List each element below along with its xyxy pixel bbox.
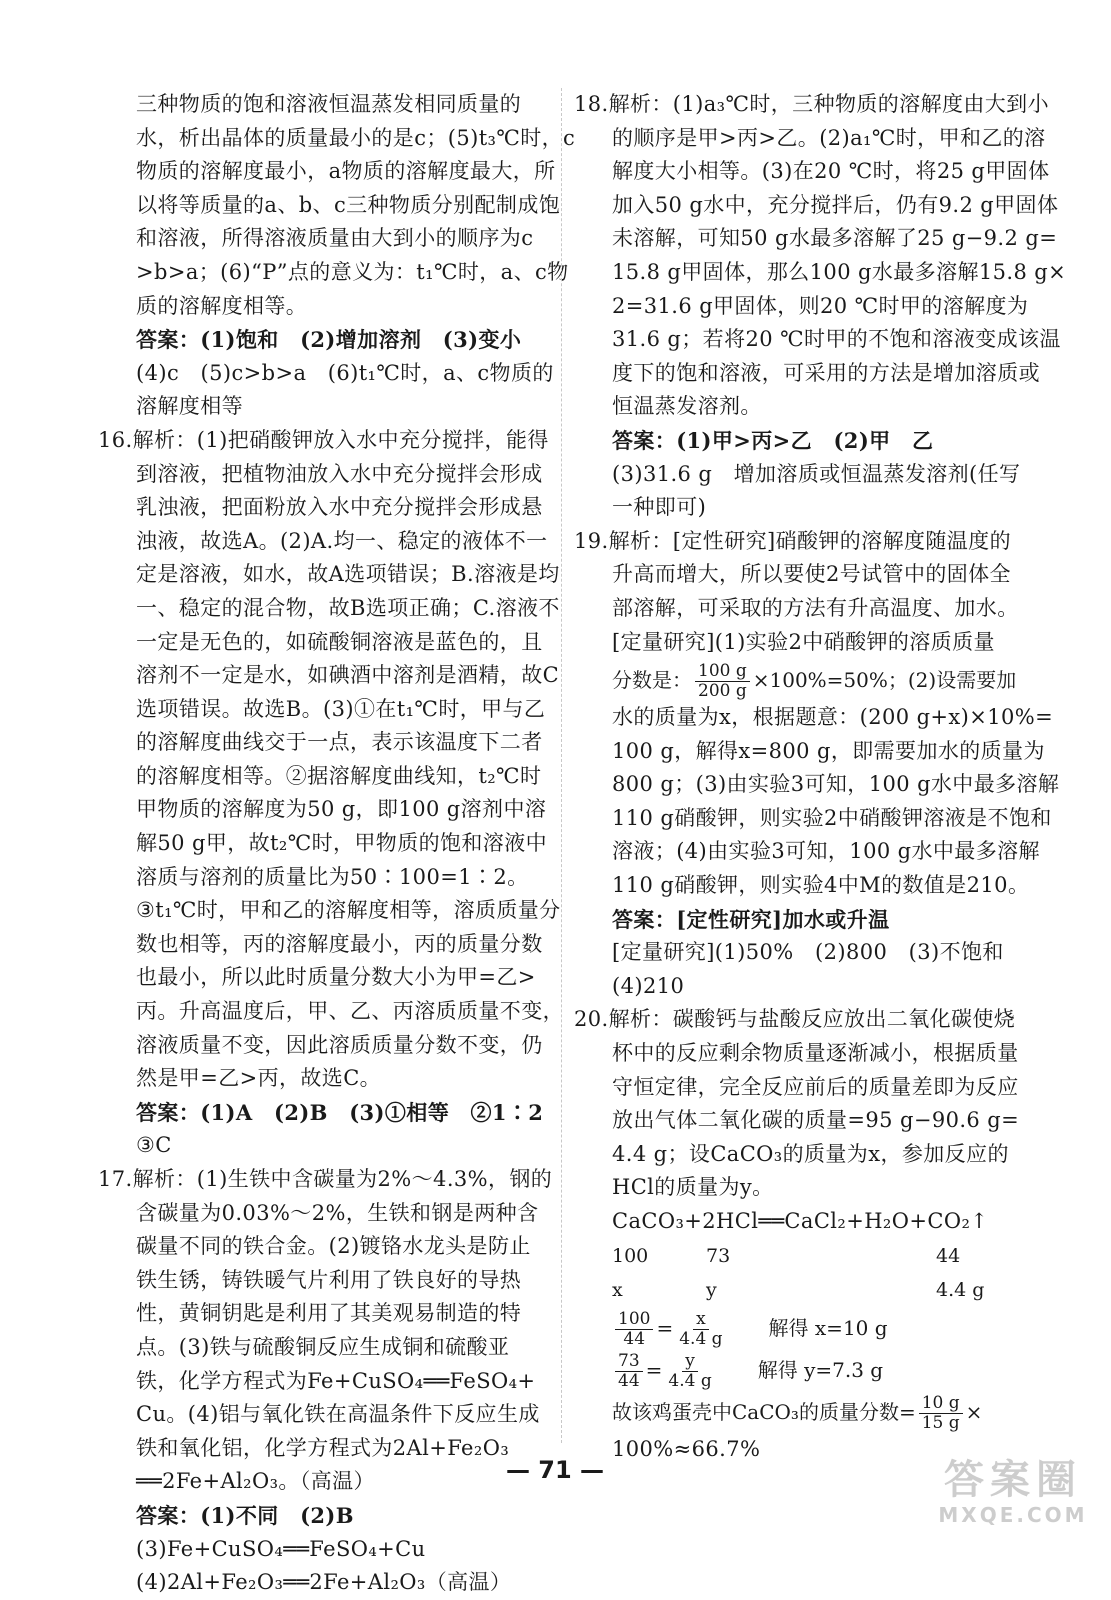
q19-text-line: 升高而增大，所以要使2号试管中的固体全 — [612, 562, 1011, 587]
right-column — [574, 88, 1067, 1466]
fraction-suffix: ×100%=50%；(2)设需要加 — [752, 668, 1017, 693]
q16-text-line: 也最小，所以此时质量分数大小为甲=乙> — [136, 965, 536, 990]
q19-text-line: 100 g，解得x=800 g，即需要加水的质量为 — [612, 738, 1045, 763]
q16-text-line: 溶剂不一定是水，如碘酒中溶剂是酒精，故C — [136, 663, 560, 688]
q15-answer-line: 答案：(1)饱和 (2)增加溶剂 (3)变小 — [136, 327, 522, 353]
q16-text-line: 乳浊液，把面粉放入水中充分搅拌会形成悬 — [136, 495, 543, 520]
numerator: x — [693, 1310, 709, 1330]
q18-text-line: 加入50 g水中，充分搅拌后，仍有9.2 g甲固体 — [612, 192, 1059, 217]
fraction — [676, 1310, 725, 1349]
q16-text-line: 的溶解度相等。②据溶解度曲线知，t₂℃时 — [136, 763, 542, 788]
q17-text-line: Cu。(4)铝与氧化铁在高温条件下反应生成 — [136, 1402, 540, 1427]
q20-solve-row — [574, 1349, 1019, 1391]
q16-text-line: 解50 g甲，故t₂℃时，甲物质的饱和溶液中 — [136, 831, 547, 856]
q16-answer-line: 答案：(1)A (2)B (3)①相等 ②1∶2 — [136, 1099, 544, 1125]
fraction-prefix: 故该鸡蛋壳中CaCO₃的质量分数= — [612, 1399, 916, 1424]
q16-text-line: 16.解析：(1)把硝酸钾放入水中充分搅拌，能得 — [98, 427, 549, 452]
fraction-prefix: 分数是： — [612, 668, 692, 693]
q16-text-line: 选项错误。故选B。(3)①在t₁℃时，甲与乙 — [136, 696, 546, 721]
denominator: 15 g — [921, 1412, 960, 1433]
q15-text-line: 和溶液，所得溶液质量由大到小的顺序为c — [136, 226, 534, 251]
page-number: — 71 — — [505, 1456, 605, 1484]
solve-result: 解得 x=10 g — [768, 1315, 888, 1340]
fraction — [919, 1394, 963, 1433]
q18-text-line: 度下的饱和溶液，可采用的方法是增加溶质或 — [612, 360, 1040, 385]
q19-text-line: 部溶解，可采取的方法有升高温度、加水。 — [612, 595, 1019, 620]
q17-text-line: 铁和氧化铝，化学方程式为2Al+Fe₂O₃ — [136, 1435, 510, 1460]
q19-text-line: 110 g硝酸钾，则实验4中M的数值是210。 — [612, 873, 1030, 898]
equals-sign: = — [645, 1357, 663, 1382]
numerator: 10 g — [919, 1394, 963, 1414]
q15-text-line: >b>a；(6)“P”点的意义为：t₁℃时，a、c物 — [136, 259, 569, 284]
q16-text-line: 然是甲=乙>丙，故选C。 — [136, 1066, 382, 1091]
fraction-suffix: × — [965, 1399, 983, 1424]
fraction — [665, 1352, 714, 1391]
ratio-cell: 44 — [936, 1244, 961, 1267]
q15-text-line: 水，析出晶体的质量最小的是c；(5)t₃℃时，c — [136, 125, 576, 150]
denominator: 4.4 g — [668, 1370, 712, 1391]
fraction — [615, 1352, 643, 1391]
q18-text-line: 的顺序是甲>丙>乙。(2)a₁℃时，甲和乙的溶 — [612, 125, 1046, 150]
q20-solve-row — [574, 1307, 1019, 1349]
q16-text-line: ③t₁℃时，甲和乙的溶解度相等，溶质质量分 — [136, 898, 561, 923]
q16-text-line: 甲物质的溶解度为50 g，即100 g溶剂中溶 — [136, 797, 547, 822]
q20-text-line: 20.解析：碳酸钙与盐酸反应放出二氧化碳使烧 — [574, 1007, 1016, 1032]
q15-text-line: 以将等质量的a、b、c三种物质分别配制成饱 — [136, 192, 561, 217]
q17-answer-line: (3)Fe+CuSO₄══FeSO₄+Cu — [136, 1536, 426, 1561]
q17-text-line: 点。(3)铁与硫酸铜反应生成铜和硫酸亚 — [136, 1334, 510, 1359]
q15-text-line: 物质的溶解度最小，a物质的溶解度最大，所 — [136, 159, 556, 184]
fraction — [695, 662, 750, 701]
q18-answer-line: 一种即可) — [612, 495, 707, 520]
q17-answer-line: 答案：(1)不同 (2)B — [136, 1502, 354, 1528]
q17-text-line: 铁，化学方程式为Fe+CuSO₄══FeSO₄+ — [136, 1368, 536, 1393]
equals-sign: = — [656, 1315, 674, 1340]
q17-text-line: 碳量不同的铁合金。(2)镀铬水龙头是防止 — [136, 1234, 531, 1259]
numerator: y — [682, 1352, 698, 1372]
q16-text-line: 浊液，故选A。(2)A.均一、稳定的液体不一 — [136, 528, 548, 553]
q15-text-line: 质的溶解度相等。 — [136, 293, 308, 318]
q20-text-line: 4.4 g；设CaCO₃的质量为x，参加反应的 — [612, 1141, 1009, 1166]
q20-text-line: 守恒定律，完全反应前后的质量差即为反应 — [612, 1074, 1019, 1099]
q18-text-line: 31.6 g；若将20 ℃时甲的不饱和溶液变成该温 — [612, 327, 1061, 352]
ratio-cell: 73 — [706, 1244, 731, 1267]
q18-text-line: 解度大小相等。(3)在20 ℃时，将25 g甲固体 — [612, 159, 1050, 184]
q16-text-line: 到溶液，把植物油放入水中充分搅拌会形成 — [136, 461, 543, 486]
numerator: 100 — [615, 1310, 653, 1330]
fraction-line — [574, 1391, 1019, 1433]
denominator: 4.4 g — [679, 1328, 723, 1349]
q16-answer-line: ③C — [136, 1133, 172, 1158]
q16-text-line: 丙。升高温度后，甲、乙、丙溶质质量不变， — [136, 999, 564, 1024]
q17-text-line: ══2Fe+Al₂O₃。（高温） — [136, 1469, 375, 1494]
ratio-cell: x — [612, 1278, 623, 1301]
q18-text-line: 未溶解，可知50 g水最多溶解了25 g−9.2 g= — [612, 226, 1058, 251]
fraction-line — [574, 659, 1019, 701]
numerator: 100 g — [695, 662, 750, 682]
q17-text-line: 含碳量为0.03%～2%，生铁和钢是两种含 — [136, 1200, 539, 1225]
q15-answer-line: (4)c (5)c>b>a (6)t₁℃时，a、c物质的 — [136, 360, 554, 385]
watermark-logo: 答案圈 MXQE.COM — [938, 1457, 1088, 1527]
ratio-row — [612, 1273, 1019, 1307]
q19-answer-line: 答案：[定性研究]加水或升温 — [612, 906, 890, 932]
q18-text-line: 恒温蒸发溶剂。 — [612, 394, 762, 419]
q18-answer-line: 答案：(1)甲>丙>乙 (2)甲 乙 — [612, 427, 934, 453]
denominator: 200 g — [698, 681, 747, 702]
q16-text-line: 数也相等，丙的溶解度最小，丙的质量分数 — [136, 931, 543, 956]
q18-text-line: 15.8 g甲固体，那么100 g水最多溶解15.8 g× — [612, 259, 1067, 284]
q17-answer-line: (4)2Al+Fe₂O₃══2Fe+Al₂O₃（高温） — [136, 1570, 512, 1595]
numerator: 73 — [615, 1352, 643, 1372]
q17-text-line: 铁生锈，铸铁暖气片利用了铁良好的导热 — [136, 1267, 522, 1292]
denominator: 44 — [618, 1370, 640, 1391]
q16-text-line: 溶质与溶剂的质量比为50∶100=1∶2。 — [136, 864, 529, 889]
q19-text-line: 800 g；(3)由实验3可知，100 g水中最多溶解 — [612, 772, 1060, 797]
q16-text-line: 的溶解度曲线交于一点，表示该温度下二者 — [136, 730, 543, 755]
q19-answer-line: (4)210 — [612, 973, 685, 998]
q16-text-line: 一、稳定的混合物，故B选项正确；C.溶液不 — [136, 595, 560, 620]
q16-text-line: 一定是无色的，如硫酸铜溶液是蓝色的，且 — [136, 629, 543, 654]
solve-result: 解得 y=7.3 g — [757, 1357, 884, 1382]
q19-text-line: 水的质量为x，根据题意：(200 g+x)×10%= — [612, 705, 1054, 730]
ratio-cell: 4.4 g — [936, 1278, 985, 1301]
q15-answer-line: 溶解度相等 — [136, 394, 243, 419]
denominator: 44 — [623, 1328, 646, 1349]
column-divider — [561, 88, 562, 1443]
q18-text-line: 18.解析：(1)a₃℃时，三种物质的溶解度由大到小 — [574, 92, 1049, 116]
fraction — [615, 1310, 653, 1349]
q17-text-line: 性，黄铜钥匙是利用了其美观易制造的特 — [136, 1301, 522, 1326]
q20-text-line: 放出气体二氧化碳的质量=95 g−90.6 g= — [612, 1108, 1020, 1133]
q15-text-line: 三种物质的饱和溶液恒温蒸发相同质量的 — [136, 92, 522, 116]
ratio-cell: 100 — [612, 1244, 649, 1267]
q19-text-line: 溶液；(4)由实验3可知，100 g水中最多溶解 — [612, 839, 1040, 864]
q19-text-line: [定量研究](1)实验2中硝酸钾的溶质质量 — [612, 629, 995, 654]
q20-text-line: HCl的质量为y。 — [612, 1175, 774, 1200]
ratio-row — [612, 1239, 1019, 1273]
q20-final-line: 100%≈66.7% — [612, 1436, 761, 1461]
q16-text-line: 定是溶液，如水，故A选项错误；B.溶液是均 — [136, 562, 560, 587]
q19-text-line: 19.解析：[定性研究]硝酸钾的溶解度随温度的 — [574, 528, 1011, 553]
q20-equation: CaCO₃+2HCl══CaCl₂+H₂O+CO₂↑ — [612, 1209, 989, 1233]
q19-text-line: 110 g硝酸钾，则实验2中硝酸钾溶液是不饱和 — [612, 805, 1052, 830]
ratio-cell: y — [706, 1278, 717, 1301]
q18-answer-line: (3)31.6 g 增加溶质或恒温蒸发溶剂(任写 — [612, 461, 1021, 486]
q17-text-line: 17.解析：(1)生铁中含碳量为2%～4.3%，钢的 — [98, 1167, 553, 1191]
q16-text-line: 溶液质量不变，因此溶质质量分数不变，仍 — [136, 1032, 543, 1057]
q20-ratio-table — [574, 1239, 1019, 1307]
q19-answer-line: [定量研究](1)50% (2)800 (3)不饱和 — [612, 940, 1004, 965]
q20-text-line: 杯中的反应剩余物质量逐渐减小，根据质量 — [612, 1041, 1019, 1066]
q18-text-line: 2=31.6 g甲固体，则20 ℃时甲的溶解度为 — [612, 293, 1029, 318]
